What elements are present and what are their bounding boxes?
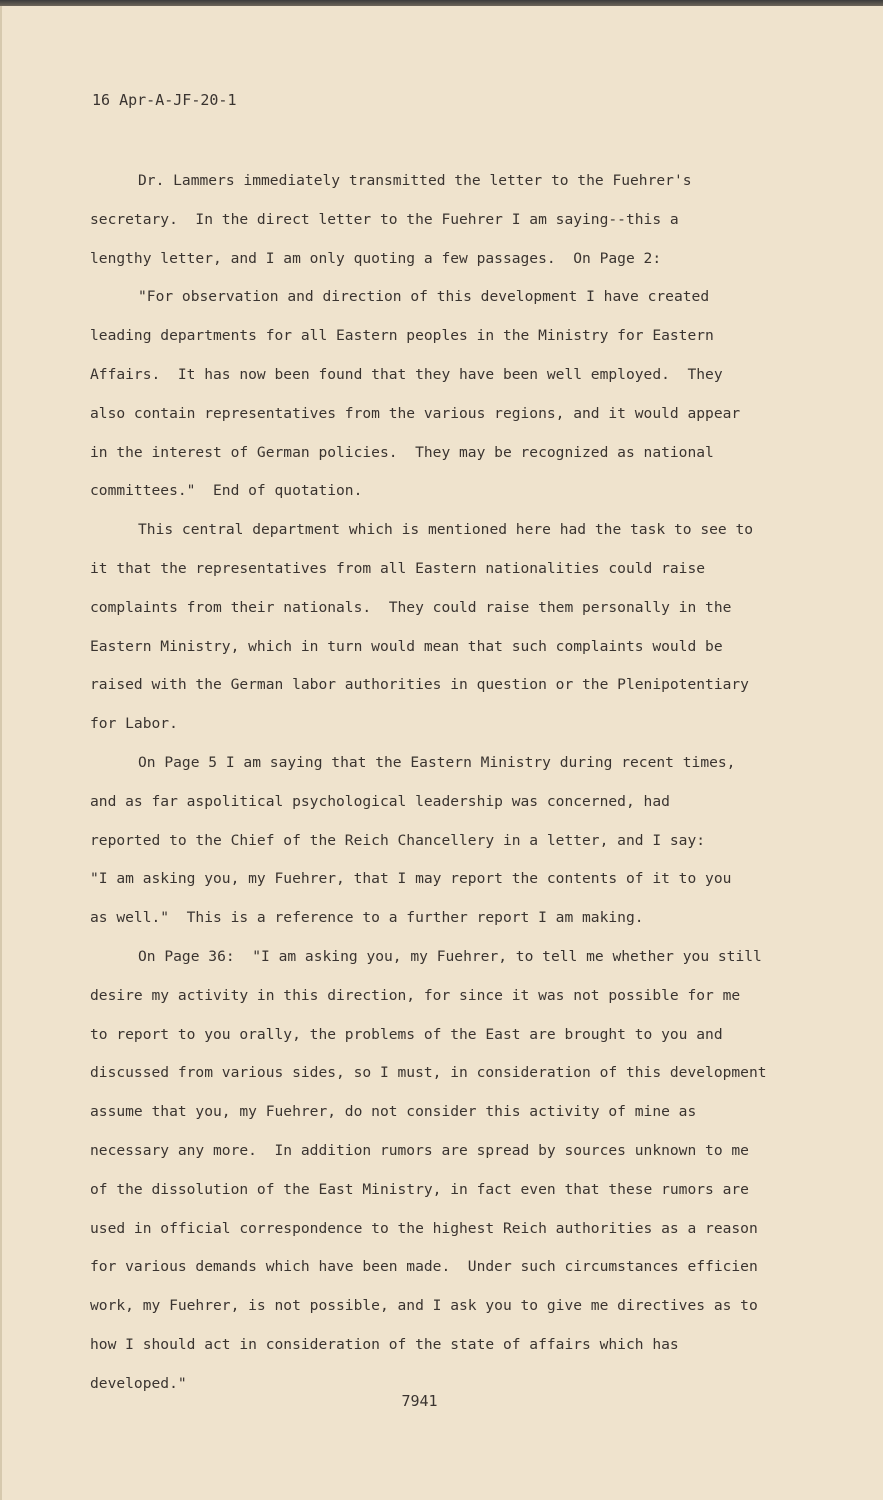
text-line: Dr. Lammers immediately transmitted the letter to the Fuehrer's [138, 172, 692, 189]
text-line: for various demands which have been made. Under such circumstances efficien [90, 1258, 758, 1276]
text-line: complaints from their nationals. They could raise them personally in the [90, 598, 732, 616]
text-line: in the interest of German policies. They may be recognized as national [90, 443, 714, 461]
text-line: reported to the Chief of the Reich Chancellery in a letter, and I say: [90, 831, 706, 849]
text-line: developed." [90, 1374, 187, 1392]
text-line: This central department which is mentioned here had the task to see to [138, 521, 754, 539]
text-line: "I am asking you, my Fuehrer, that I may report the contents of it to you [90, 870, 732, 888]
text-line: discussed from various sides, so I must, in consideration of this development [90, 1064, 767, 1082]
text-line: as well." This is a reference to a further report I am making. [90, 909, 644, 927]
text-line: secretary. In the direct letter to the Fuehrer I am saying--this a [90, 210, 679, 228]
text-line: Eastern Ministry, which in turn would mean that such complaints would be [90, 637, 723, 655]
text-line: used in official correspondence to the highest Reich authorities as a reason [90, 1219, 758, 1237]
text-line: and as far aspolitical psychological leadership was concerned, had [90, 792, 670, 810]
text-line: committees." End of quotation. [90, 482, 363, 500]
text-line: On Page 5 I am saying that the Eastern Ministry during recent times, [138, 753, 736, 771]
document-reference: 16 Apr-A-JF-20-1 [92, 91, 237, 109]
text-line: also contain representatives from the various regions, and it would appear [90, 404, 741, 422]
page-number: 7941 [401, 1392, 438, 1410]
text-line: to report to you orally, the problems of the East are brought to you and [90, 1025, 723, 1043]
text-line: assume that you, my Fuehrer, do not consider this activity of mine as [90, 1103, 697, 1121]
text-line: leading departments for all Eastern peoples in the Ministry for Eastern [90, 327, 714, 345]
text-line: On Page 36: "I am asking you, my Fuehrer, to tell me whether you still [138, 947, 762, 965]
text-line: of the dissolution of the East Ministry, in fact even that these rumors are [90, 1180, 749, 1198]
text-line: it that the representatives from all Eastern nationalities could raise [90, 559, 706, 577]
text-line: how I should act in consideration of the state of affairs which has [90, 1335, 679, 1353]
document-body [90, 162, 850, 1404]
scan-top-edge [0, 0, 883, 6]
text-line: work, my Fuehrer, is not possible, and I ask you to give me directives as to [90, 1297, 758, 1315]
text-line: for Labor. [90, 715, 178, 733]
text-line: "For observation and direction of this development I have created [138, 288, 710, 306]
text-line: necessary any more. In addition rumors are spread by sources unknown to me [90, 1141, 749, 1159]
text-line: lengthy letter, and I am only quoting a few passages. On Page 2: [90, 249, 662, 267]
text-line: desire my activity in this direction, for since it was not possible for me [90, 986, 741, 1004]
text-line: raised with the German labor authorities in question or the Plenipotentiary [90, 676, 749, 694]
text-line: Affairs. It has now been found that they have been well employed. They [90, 365, 723, 383]
